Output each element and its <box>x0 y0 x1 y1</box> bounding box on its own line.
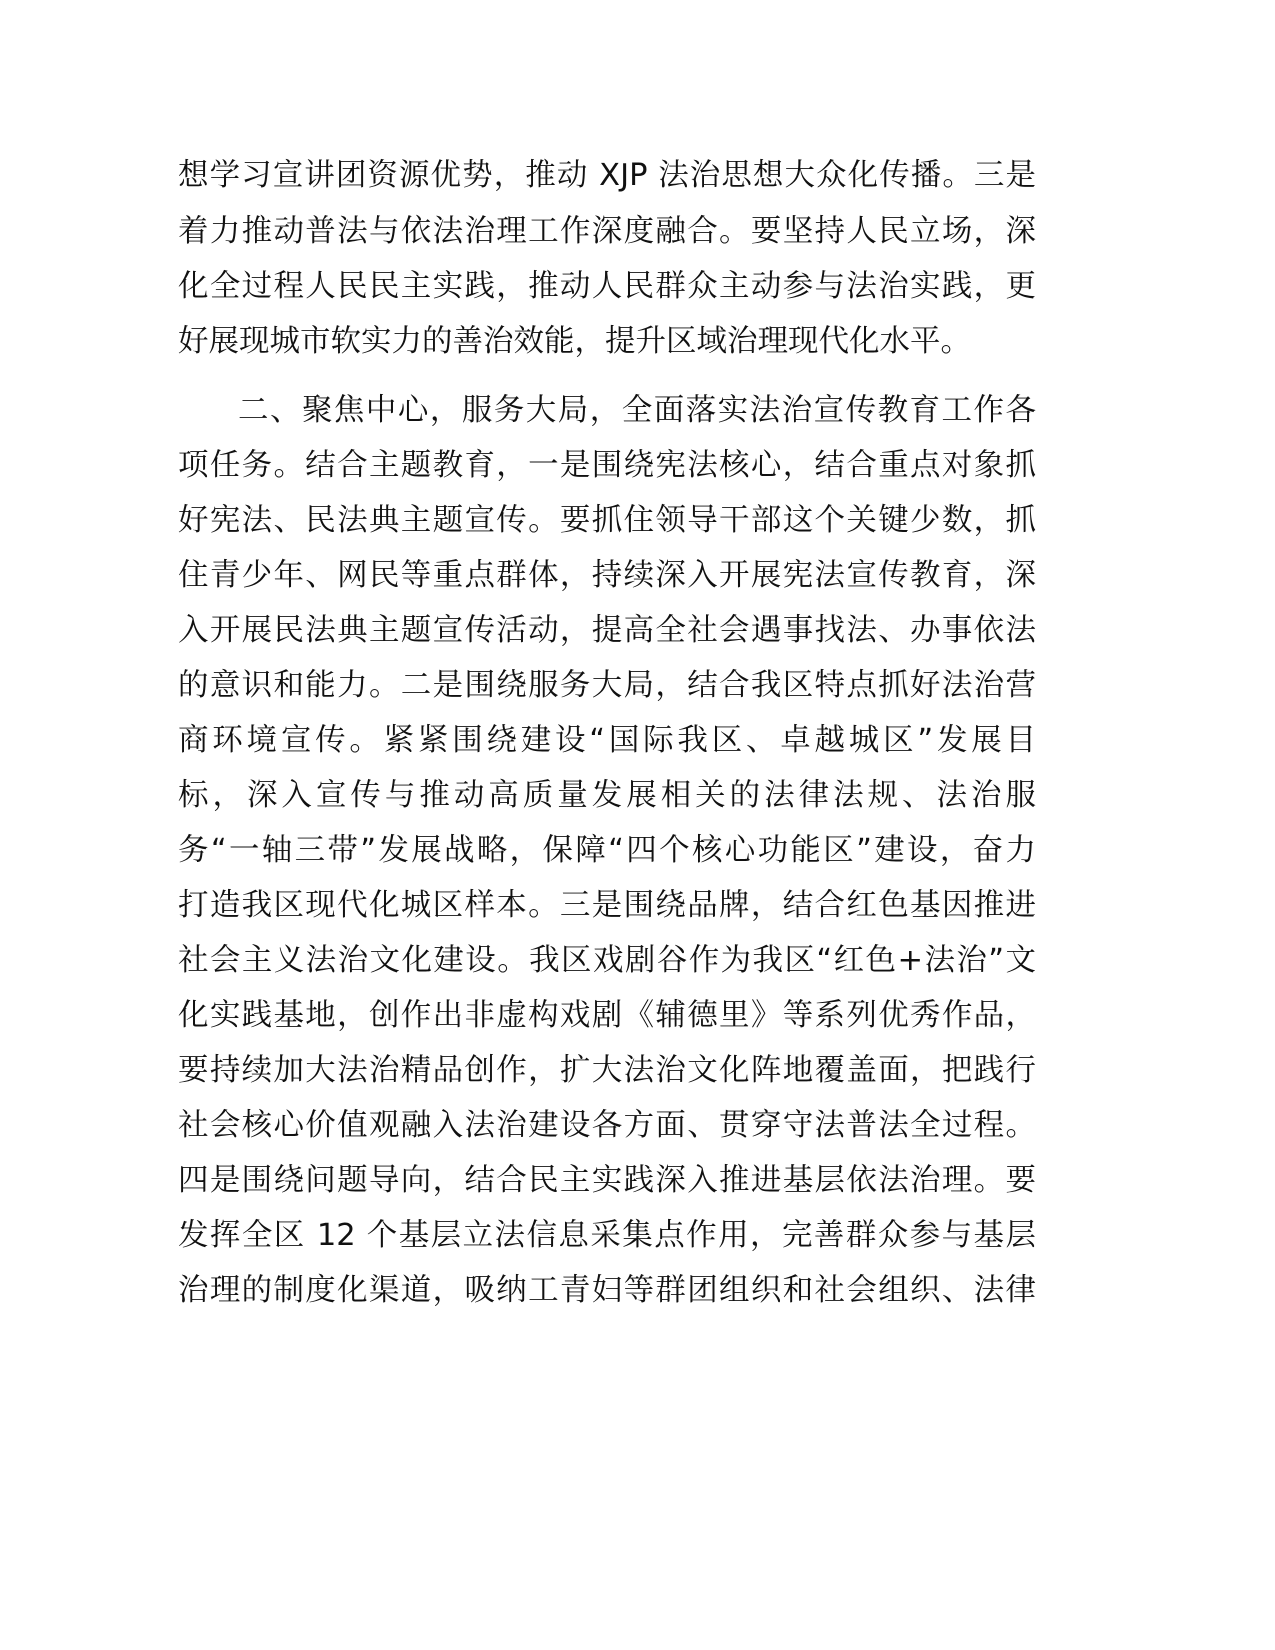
text-line: 要持续加大法治精品创作，扩大法治文化阵地覆盖面，把践行 <box>178 1053 1036 1088</box>
text-line: 二、聚焦中心，服务大局，全面落实法治宣传教育工作各 <box>238 393 1036 428</box>
text-line: 项任务。结合主题教育，一是围绕宪法核心，结合重点对象抓 <box>178 448 1036 483</box>
text-line: 入开展民法典主题宣传活动，提高全社会遇事找法、办事依法 <box>178 613 1036 648</box>
text-line: 的意识和能力。二是围绕服务大局，结合我区特点抓好法治营 <box>178 668 1036 703</box>
text-line: 治理的制度化渠道，吸纳工青妇等群团组织和社会组织、法律 <box>178 1273 1036 1308</box>
text-line: 标，深入宣传与推动高质量发展相关的法律法规、法治服 <box>178 778 1036 813</box>
text-line: 社会主义法治文化建设。我区戏剧谷作为我区“红色+法治”文 <box>178 943 1036 978</box>
text-line: 好宪法、民法典主题宣传。要抓住领导干部这个关键少数，抓 <box>178 503 1036 538</box>
text-line: 化全过程人民民主实践，推动人民群众主动参与法治实践，更 <box>178 269 1036 304</box>
text-line: 社会核心价值观融入法治建设各方面、贯穿守法普法全过程。 <box>178 1108 1036 1143</box>
text-line: 发挥全区 12 个基层立法信息采集点作用，完善群众参与基层 <box>178 1218 1036 1253</box>
text-line: 商环境宣传。紧紧围绕建设“国际我区、卓越城区”发展目 <box>178 723 1036 758</box>
text-line: 好展现城市软实力的善治效能，提升区域治理现代化水平。 <box>178 324 971 359</box>
text-line: 化实践基地，创作出非虚构戏剧《辅德里》等系列优秀作品， <box>178 998 1036 1033</box>
text-line: 想学习宣讲团资源优势，推动 XJP 法治思想大众化传播。三是 <box>178 158 1036 193</box>
text-line: 务“一轴三带”发展战略，保障“四个核心功能区”建设，奋力 <box>178 833 1036 868</box>
text-line: 四是围绕问题导向，结合民主实践深入推进基层依法治理。要 <box>178 1163 1036 1198</box>
text-line: 打造我区现代化城区样本。三是围绕品牌，结合红色基因推进 <box>178 888 1036 923</box>
text-line: 住青少年、网民等重点群体，持续深入开展宪法宣传教育，深 <box>178 558 1036 593</box>
text-line: 着力推动普法与依法治理工作深度融合。要坚持人民立场，深 <box>178 214 1036 249</box>
